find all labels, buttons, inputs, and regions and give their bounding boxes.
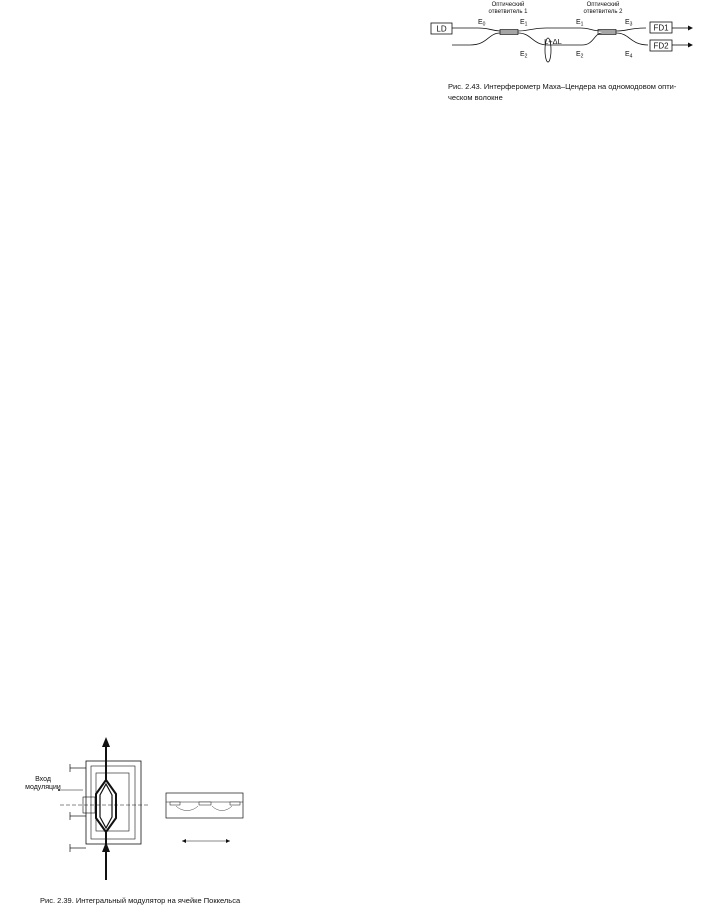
arrow-right-icon bbox=[688, 26, 693, 31]
coupler-1-label: Оптический ответвитель 1 bbox=[488, 2, 528, 15]
modulation-input-label: Вход модуляции bbox=[25, 776, 61, 791]
path-length-label: L+ΔL bbox=[544, 37, 562, 46]
field-e2-first: $E_2$ bbox=[520, 51, 528, 60]
field-e3: $E_3$ bbox=[625, 19, 633, 28]
chip-outline bbox=[86, 761, 141, 844]
arrow-up-icon bbox=[102, 842, 110, 852]
caption-line-2: ческом волокне bbox=[448, 93, 503, 102]
ld-label: LD bbox=[436, 24, 447, 34]
field-e2-second: $E_2$ bbox=[576, 51, 584, 60]
fd1-label: FD1 bbox=[653, 23, 669, 33]
waveguide-outer bbox=[96, 766, 116, 850]
coupler-2-body bbox=[598, 30, 616, 35]
field-line-right bbox=[212, 806, 232, 811]
cross-section-body bbox=[166, 793, 243, 818]
coupler-2-label: Оптический ответвитель 2 bbox=[583, 2, 623, 15]
electrode-outer bbox=[91, 766, 135, 839]
field-line-left bbox=[176, 806, 198, 811]
field-e0: $E_0$ bbox=[478, 19, 486, 28]
arrow-left-icon bbox=[182, 839, 186, 843]
arrow-right-icon bbox=[688, 43, 693, 48]
waveguide-inner bbox=[100, 784, 112, 828]
pockels-modulator-diagram bbox=[58, 737, 243, 880]
caption-line-1: Рис. 2.43. Интерферометр Маха–Цендера на одномодовом опти- bbox=[448, 82, 677, 91]
upper-fiber bbox=[452, 28, 646, 31]
field-e1-second: $E_1$ bbox=[576, 19, 584, 28]
cross-section-electrode-3 bbox=[230, 802, 240, 805]
cross-section-electrode-1 bbox=[170, 802, 180, 805]
figure-2-39-caption: Рис. 2.39. Интегральный модулятор на ячейке Поккельса bbox=[40, 896, 241, 905]
cross-section-electrode-2 bbox=[199, 802, 211, 805]
field-e4: $E_4$ bbox=[625, 51, 633, 60]
arrow-right-icon bbox=[226, 839, 230, 843]
coupler-1-body bbox=[500, 30, 518, 35]
field-e1-first: $E_1$ bbox=[520, 19, 528, 28]
fd2-label: FD2 bbox=[653, 41, 669, 51]
arrow-up-icon bbox=[102, 737, 110, 747]
figure-2-43-caption bbox=[448, 81, 688, 103]
